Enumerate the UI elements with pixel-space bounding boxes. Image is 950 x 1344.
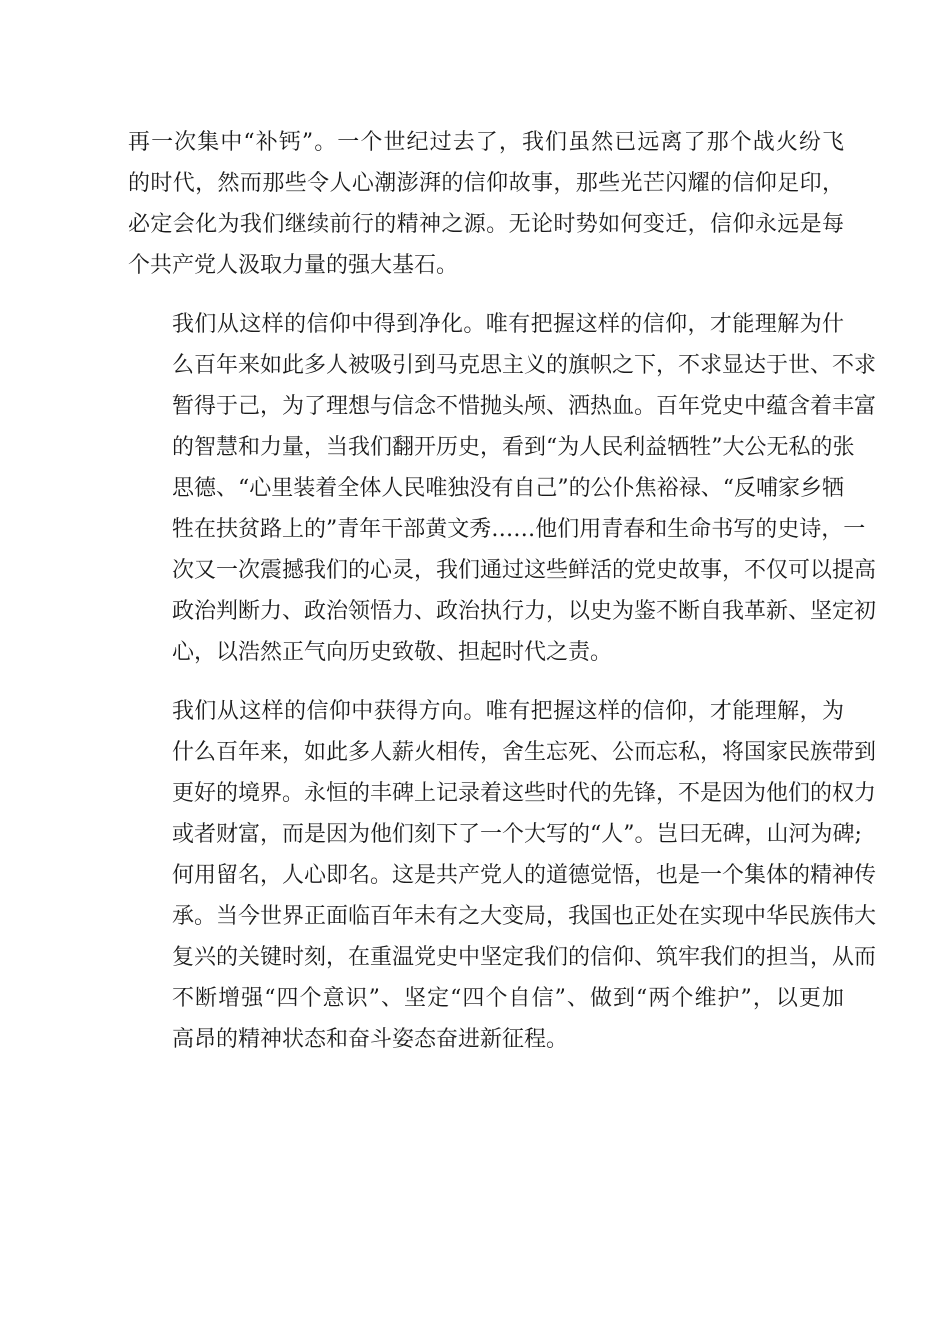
text-line: 的智慧和力量，当我们翻开历史，看到“为人民利益牺牲”大公无私的张 [172, 435, 855, 460]
text-line: 或者财富，而是因为他们刻下了一个大写的“人”。岂曰无碑，山河为碑; [172, 822, 862, 847]
text-line: 的时代，然而那些令人心潮澎湃的信仰故事，那些光芒闪耀的信仰足印， [128, 171, 844, 196]
text-line: 思德、“心里装着全体人民唯独没有自己”的公仆焦裕禄、“反哺家乡牺 [172, 476, 844, 501]
text-line: 高昂的精神状态和奋斗姿态奋进新征程。 [172, 1027, 569, 1052]
paragraph-2 [128, 304, 877, 673]
paragraph-3 [128, 691, 877, 1060]
text-line: 政治判断力、政治领悟力、政治执行力，以史为鉴不断自我革新、坚定初 [172, 599, 877, 624]
text-line: 什么百年来，如此多人薪火相传，舍生忘死、公而忘私，将国家民族带到 [172, 740, 877, 765]
document-body [128, 122, 877, 1078]
text-line: 我们从这样的信仰中获得方向。唯有把握这样的信仰，才能理解，为 [172, 699, 844, 724]
text-line: 再一次集中“补钙”。一个世纪过去了，我们虽然已远离了那个战火纷飞 [128, 130, 844, 155]
text-line: 个共产党人汲取力量的强大基石。 [128, 253, 459, 278]
text-line: 么百年来如此多人被吸引到马克思主义的旗帜之下，不求显达于世、不求 [172, 353, 877, 378]
text-line: 必定会化为我们继续前行的精神之源。无论时势如何变迁，信仰永远是每 [128, 212, 844, 237]
text-line: 何用留名，人心即名。这是共产党人的道德觉悟，也是一个集体的精神传 [172, 863, 877, 888]
text-line: 牲在扶贫路上的”青年干部黄文秀……他们用青春和生命书写的史诗，一 [172, 517, 866, 542]
text-line: 更好的境界。永恒的丰碑上记录着这些时代的先锋，不是因为他们的权力 [172, 781, 877, 806]
paragraph-1 [128, 122, 844, 286]
text-line: 次又一次震撼我们的心灵，我们通过这些鲜活的党史故事，不仅可以提高 [172, 558, 877, 583]
text-line: 承。当今世界正面临百年未有之大变局，我国也正处在实现中华民族伟大 [172, 904, 877, 929]
text-line: 暂得于己，为了理想与信念不惜抛头颅、洒热血。百年党史中蕴含着丰富 [172, 394, 877, 419]
text-line: 我们从这样的信仰中得到净化。唯有把握这样的信仰，才能理解为什 [172, 312, 844, 337]
text-line: 不断增强“四个意识”、坚定“四个自信”、做到“两个维护”，以更加 [172, 986, 844, 1011]
text-line: 心，以浩然正气向历史致敬、担起时代之责。 [172, 640, 613, 665]
text-line: 复兴的关键时刻，在重温党史中坚定我们的信仰、筑牢我们的担当，从而 [172, 945, 877, 970]
